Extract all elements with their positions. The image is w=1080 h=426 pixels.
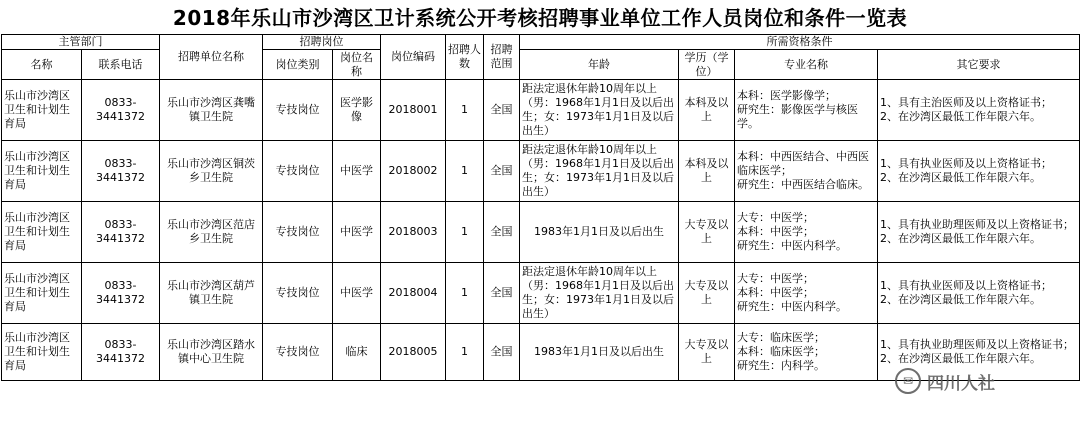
- header-major: 专业名称: [735, 50, 878, 80]
- cell-other: 1、具有执业助理医师及以上资格证书； 2、在沙湾区最低工作年限六年。: [878, 202, 1080, 263]
- header-age: 年龄: [520, 50, 679, 80]
- cell-count: 1: [446, 263, 484, 324]
- cell-dept: 乐山市沙湾区卫生和计划生育局: [2, 202, 82, 263]
- cell-count: 1: [446, 141, 484, 202]
- header-dept: 主管部门: [2, 35, 160, 50]
- cell-education: 大专及以上: [679, 202, 735, 263]
- cell-unit: 乐山市沙湾区踏水镇中心卫生院: [160, 324, 263, 381]
- cell-pos-name: 中医学: [333, 263, 381, 324]
- cell-education: 大专及以上: [679, 324, 735, 381]
- header-count: 招聘人数: [446, 35, 484, 80]
- cell-age: 距法定退休年龄10周年以上（男：1968年1月1日及以后出生；女：1973年1月1日及以后出生）: [520, 263, 679, 324]
- cell-pos-name: 医学影像: [333, 80, 381, 141]
- cell-unit: 乐山市沙湾区葫芦镇卫生院: [160, 263, 263, 324]
- cell-dept: 乐山市沙湾区卫生和计划生育局: [2, 141, 82, 202]
- cell-other: 1、具有执业助理医师及以上资格证书； 2、在沙湾区最低工作年限六年。: [878, 324, 1080, 381]
- cell-pos-name: 临床: [333, 324, 381, 381]
- header-scope: 招聘范围: [484, 35, 520, 80]
- cell-scope: 全国: [484, 141, 520, 202]
- cell-major: 本科：中西医结合、中西医临床医学； 研究生：中西医结合临床。: [735, 141, 878, 202]
- table-row: [2, 263, 1080, 324]
- header-code: 岗位编码: [381, 35, 446, 80]
- cell-unit: 乐山市沙湾区龚嘴镇卫生院: [160, 80, 263, 141]
- header-other: 其它要求: [878, 50, 1080, 80]
- cell-unit: 乐山市沙湾区范店乡卫生院: [160, 202, 263, 263]
- page-title: 2018年乐山市沙湾区卫计系统公开考核招聘事业单位工作人员岗位和条件一览表: [172, 6, 908, 30]
- table-row: [2, 202, 1080, 263]
- cell-dept: 乐山市沙湾区卫生和计划生育局: [2, 324, 82, 381]
- cell-major: 大专：中医学； 本科：中医学； 研究生：中医内科学。: [735, 202, 878, 263]
- cell-education: 本科及以上: [679, 80, 735, 141]
- cell-type: 专技岗位: [263, 202, 333, 263]
- cell-other: 1、具有执业医师及以上资格证书； 2、在沙湾区最低工作年限六年。: [878, 141, 1080, 202]
- cell-education: 大专及以上: [679, 263, 735, 324]
- chat-bubble-icon: ✉: [895, 368, 921, 394]
- table-row: [2, 324, 1080, 381]
- cell-code: 2018003: [381, 202, 446, 263]
- header-qualifications: 所需资格条件: [520, 35, 1080, 50]
- cell-phone: 0833-3441372: [82, 141, 160, 202]
- cell-scope: 全国: [484, 324, 520, 381]
- header-unit: 招聘单位名称: [160, 35, 263, 80]
- cell-type: 专技岗位: [263, 324, 333, 381]
- cell-phone: 0833-3441372: [82, 80, 160, 141]
- positions-table: [1, 34, 1080, 381]
- cell-code: 2018004: [381, 263, 446, 324]
- cell-phone: 0833-3441372: [82, 263, 160, 324]
- cell-dept: 乐山市沙湾区卫生和计划生育局: [2, 263, 82, 324]
- cell-scope: 全国: [484, 263, 520, 324]
- header-dept-phone: 联系电话: [82, 50, 160, 80]
- cell-age: 距法定退休年龄10周年以上（男：1968年1月1日及以后出生；女：1973年1月1日及以后出生）: [520, 80, 679, 141]
- cell-age: 距法定退休年龄10周年以上（男：1968年1月1日及以后出生；女：1973年1月1日及以后出生）: [520, 141, 679, 202]
- cell-scope: 全国: [484, 202, 520, 263]
- cell-code: 2018001: [381, 80, 446, 141]
- cell-pos-name: 中医学: [333, 141, 381, 202]
- header-pos-type: 岗位类别: [263, 50, 333, 80]
- cell-phone: 0833-3441372: [82, 324, 160, 381]
- header-position: 招聘岗位: [263, 35, 381, 50]
- cell-age: 1983年1月1日及以后出生: [520, 324, 679, 381]
- cell-phone: 0833-3441372: [82, 202, 160, 263]
- table-row: [2, 80, 1080, 141]
- cell-type: 专技岗位: [263, 80, 333, 141]
- cell-major: 大专：中医学； 本科：中医学； 研究生：中医内科学。: [735, 263, 878, 324]
- cell-code: 2018002: [381, 141, 446, 202]
- cell-type: 专技岗位: [263, 263, 333, 324]
- cell-major: 本科：医学影像学； 研究生：影像医学与核医学。: [735, 80, 878, 141]
- cell-age: 1983年1月1日及以后出生: [520, 202, 679, 263]
- header-education: 学历（学位）: [679, 50, 735, 80]
- cell-major: 大专：临床医学； 本科：临床医学； 研究生：内科学。: [735, 324, 878, 381]
- cell-type: 专技岗位: [263, 141, 333, 202]
- cell-education: 本科及以上: [679, 141, 735, 202]
- cell-count: 1: [446, 80, 484, 141]
- cell-unit: 乐山市沙湾区铜茨乡卫生院: [160, 141, 263, 202]
- cell-count: 1: [446, 324, 484, 381]
- cell-other: 1、具有执业医师及以上资格证书； 2、在沙湾区最低工作年限六年。: [878, 263, 1080, 324]
- header-row-1: [2, 35, 1080, 50]
- cell-dept: 乐山市沙湾区卫生和计划生育局: [2, 80, 82, 141]
- header-pos-name: 岗位名称: [333, 50, 381, 80]
- cell-pos-name: 中医学: [333, 202, 381, 263]
- cell-other: 1、具有主治医师及以上资格证书； 2、在沙湾区最低工作年限六年。: [878, 80, 1080, 141]
- header-dept-name: 名称: [2, 50, 82, 80]
- cell-code: 2018005: [381, 324, 446, 381]
- cell-scope: 全国: [484, 80, 520, 141]
- watermark-text: 四川人社: [927, 373, 995, 394]
- cell-count: 1: [446, 202, 484, 263]
- table-row: [2, 141, 1080, 202]
